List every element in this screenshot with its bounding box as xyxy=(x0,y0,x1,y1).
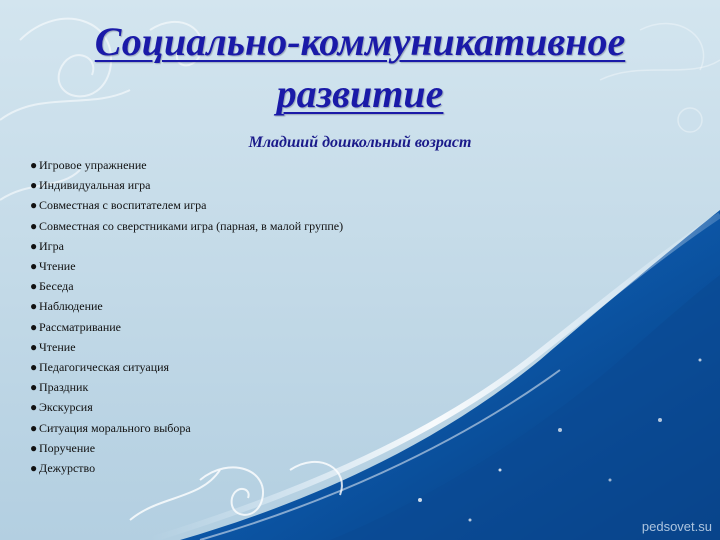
list-item xyxy=(30,216,343,236)
watermark: pedsovet.su xyxy=(641,519,712,534)
list-item-text: Совместная со сверстниками игра (парная, в малой группе) xyxy=(39,218,344,233)
list-item xyxy=(30,236,343,256)
bullet-icon: ● xyxy=(30,178,38,193)
bullet-icon: ● xyxy=(30,339,38,354)
bullet-icon: ● xyxy=(30,360,38,375)
slide-subtitle: Младший дошкольный возраст xyxy=(248,134,472,151)
bullet-icon: ● xyxy=(30,238,38,253)
list-item-text: Игра xyxy=(39,238,64,253)
list-item xyxy=(30,317,343,337)
list-item-text: Чтение xyxy=(39,259,76,274)
list-item-text: Праздник xyxy=(39,380,89,395)
list-item-text: Экскурсия xyxy=(39,400,93,415)
list-item-text: Чтение xyxy=(39,339,76,354)
bullet-icon: ● xyxy=(30,380,38,395)
list-item xyxy=(30,155,343,175)
list-item-text: Игровое упражнение xyxy=(39,158,147,172)
list-item xyxy=(30,337,343,357)
slide-title: Социально-коммуникативное развитие xyxy=(94,19,626,116)
bullet-icon: ● xyxy=(30,440,38,455)
list-item-text: Ситуация морального выбора xyxy=(39,420,191,435)
bullet-icon: ● xyxy=(30,400,38,415)
list-item xyxy=(30,256,343,276)
list-item-text: Рассматривание xyxy=(39,319,121,334)
list-item-text: Поручение xyxy=(39,440,96,455)
list-item xyxy=(30,175,343,195)
list-item-text: Индивидуальная игра xyxy=(39,178,151,193)
bullet-icon: ● xyxy=(30,218,38,233)
bullet-icon: ● xyxy=(30,198,38,213)
list-item-text: Педагогическая ситуация xyxy=(39,360,170,375)
list-item xyxy=(30,418,343,438)
bullet-icon: ● xyxy=(30,259,38,274)
bullet-icon: ● xyxy=(30,319,38,334)
bullet-icon: ● xyxy=(30,420,38,435)
bullet-icon: ● xyxy=(30,158,38,172)
activity-list xyxy=(30,155,343,478)
list-item xyxy=(30,397,343,417)
bullet-icon: ● xyxy=(30,461,38,476)
bullet-icon: ● xyxy=(30,299,38,314)
list-item-text: Наблюдение xyxy=(39,299,103,314)
list-item xyxy=(30,377,343,397)
list-item xyxy=(30,357,343,377)
list-item xyxy=(30,296,343,316)
list-item xyxy=(30,438,343,458)
list-item xyxy=(30,195,343,215)
list-item-text: Совместная с воспитателем игра xyxy=(39,198,207,213)
list-item-text: Дежурство xyxy=(39,461,96,476)
bullet-icon: ● xyxy=(30,279,38,294)
list-item xyxy=(30,276,343,296)
list-item xyxy=(30,458,343,478)
list-item-text: Беседа xyxy=(39,279,74,294)
